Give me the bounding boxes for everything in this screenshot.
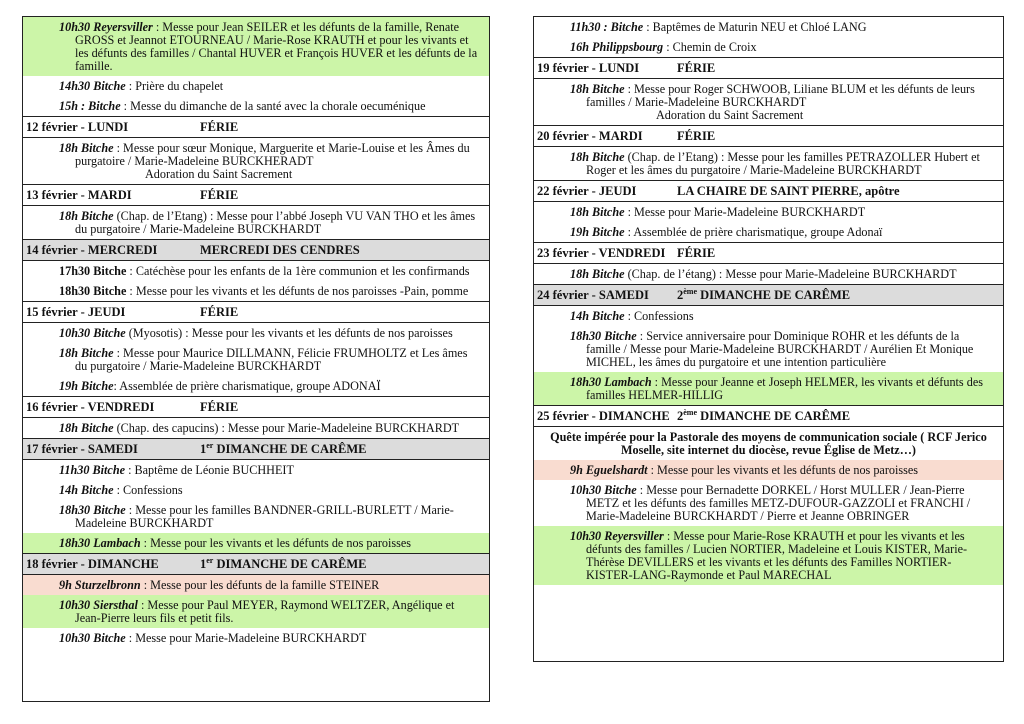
entry-time-place: 18h Bitche — [59, 209, 114, 223]
entry-time-place: 15h : Bitche — [59, 99, 121, 113]
entry-text: Messe pour Paul MEYER, Raymond WELTZER, Angélique et Jean-Pierre leurs fils et petit fils. — [75, 598, 455, 625]
entry-separator: (Myosotis) : — [125, 326, 192, 340]
schedule-entry — [534, 222, 1003, 242]
entry-separator: : — [663, 40, 673, 54]
day-header — [23, 301, 489, 323]
entry-text: Messe pour sœur Monique, Marguerite et Marie-Louise et les Âmes du purgatoire / Marie-Madeleine BURCKHERADT — [75, 141, 470, 168]
schedule-entry — [23, 281, 489, 301]
entry-time-place: 17h30 Bitche — [59, 264, 127, 278]
entry-separator: : — [624, 82, 634, 96]
schedule-entry — [534, 526, 1003, 585]
entry-extra: Adoration du Saint Sacrement — [656, 108, 804, 122]
entry-separator: : — [624, 205, 634, 219]
entry-text: Messe pour les vivants et les défunts de nos paroisses — [150, 536, 412, 550]
entry-separator: : — [647, 463, 658, 477]
schedule-entry — [23, 76, 489, 96]
entry-time-place: 10h30 Bitche — [59, 631, 126, 645]
entry-separator: (Chap. de l’Etang) : — [113, 209, 217, 223]
day-date: 25 février - DIMANCHE — [537, 409, 670, 423]
day-header — [23, 396, 489, 418]
entry-separator: : — [636, 483, 647, 497]
schedule-entry — [534, 306, 1003, 326]
entry-separator: (Chap. des capucins) : — [113, 421, 228, 435]
schedule-entry — [23, 96, 489, 116]
entry-text: Service anniversaire pour Dominique ROHR et les défunts de la famille / Messe pour Marie-Madeleine BURCKHARDT / Aurélien Et Monique MICHEL, les âmes du purgatoire et une intention particulière — [586, 329, 974, 369]
entry-time-place: 10h30 Reyersviller — [570, 529, 664, 543]
day-header — [23, 553, 489, 575]
day-date: 19 février - LUNDI — [537, 61, 640, 75]
schedule-entry — [534, 37, 1003, 57]
schedule-entry — [534, 147, 1003, 180]
schedule-entry — [23, 460, 489, 480]
entry-separator: (Chap. de l’étang) : — [624, 267, 726, 281]
entry-separator: : — [125, 503, 136, 517]
schedule-entry — [23, 261, 489, 281]
entry-time-place: 10h30 Bitche — [59, 326, 126, 340]
liturgical-label: 1er DIMANCHE DE CARÊME — [200, 555, 367, 571]
entry-text: Messe pour Bernadette DORKEL / Horst MULLER / Jean-Pierre METZ et les défunts des familles METZ-DUFOUR-GAZZOLI et FRANCHI / Marie-Madeleine BURCKHARDT / Pierre et Jeanne OBRINGER — [586, 483, 971, 523]
day-header — [534, 57, 1003, 79]
day-date: 14 février - MERCREDI — [26, 243, 158, 257]
entry-time-place: 18h Bitche — [570, 267, 625, 281]
entry-separator: : — [125, 79, 136, 93]
entry-extra: Adoration du Saint Sacrement — [145, 167, 293, 181]
entry-text: Confessions — [123, 483, 183, 497]
entry-separator: : — [113, 483, 123, 497]
liturgical-label: FÉRIE — [200, 120, 239, 134]
day-header — [23, 184, 489, 206]
schedule-entry — [534, 264, 1003, 284]
entry-time-place: 16h Philippsbourg — [570, 40, 664, 54]
liturgical-label: MERCREDI DES CENDRES — [200, 243, 360, 257]
day-date: 20 février - MARDI — [537, 129, 643, 143]
entry-time-place: 18h Bitche — [570, 150, 625, 164]
entry-time-place: 18h Bitche — [59, 346, 114, 360]
entry-text: Messe pour les vivants et les défunts de nos paroisses — [657, 463, 919, 477]
entry-time-place: 18h30 Bitche — [59, 503, 126, 517]
entry-text: Messe pour les vivants et les défunts de nos paroisses — [191, 326, 453, 340]
liturgical-label: FÉRIE — [200, 305, 239, 319]
schedule-entry — [23, 138, 489, 184]
entry-time-place: 18h30 Lambach — [570, 375, 652, 389]
schedule-entry — [23, 343, 489, 376]
day-date: 24 février - SAMEDI — [537, 288, 649, 302]
entry-separator: : — [140, 578, 151, 592]
schedule-entry — [23, 628, 489, 648]
day-date: 12 février - LUNDI — [26, 120, 129, 134]
entry-separator: : — [125, 631, 136, 645]
entry-time-place: 18h Bitche — [570, 205, 625, 219]
entry-separator: (Chap. de l’Etang) : — [624, 150, 728, 164]
entry-text: Baptêmes de Maturin NEU et Chloé LANG — [652, 20, 867, 34]
entry-text: Prière du chapelet — [135, 79, 224, 93]
schedule-entry — [534, 79, 1003, 125]
collection-notice: Quête impérée pour la Pastorale des moyens de communication sociale ( RCF Jerico Moselle, site internet du diocèse, revue Église de Metz…) — [550, 430, 987, 457]
entry-separator: : — [113, 141, 123, 155]
day-header — [534, 125, 1003, 147]
schedule-entry — [23, 17, 489, 76]
entry-separator: : — [152, 20, 163, 34]
entry-text: Messe pour l’abbé Joseph VU VAN THO et les âmes du purgatoire / Marie-Madeleine BURCKHARDT — [75, 209, 476, 236]
entry-text: Baptême de Léonie BUCHHEIT — [134, 463, 294, 477]
entry-text: Messe pour Marie-Madeleine BURCKHARDT — [135, 631, 367, 645]
entry-text: Messe pour Marie-Madeleine BURCKHARDT — [227, 421, 460, 435]
entry-separator: : — [624, 309, 634, 323]
entry-time-place: 19h Bitche — [59, 379, 114, 393]
day-date: 16 février - VENDREDI — [26, 400, 155, 414]
liturgical-label: FÉRIE — [677, 129, 716, 143]
day-header — [23, 438, 489, 460]
entry-time-place: 18h30 Lambach — [59, 536, 141, 550]
entry-text: Messe pour Jean SEILER et les défunts de la famille, Renate GROSS et Jeannot ETOURNEAU / Marie-Rose KRAUTH et pour les vivants et les défunts des familles / Chantal HUVER et François HUVER et les défunts de la famille. — [75, 20, 478, 73]
entry-time-place: 11h30 : Bitche — [570, 20, 644, 34]
entry-time-place: 9h Sturzelbronn — [59, 578, 141, 592]
schedule-entry — [23, 533, 489, 553]
entry-text: Messe pour les familles BANDNER-GRILL-BURLETT / Marie-Madeleine BURCKHARDT — [75, 503, 454, 530]
entry-separator: : — [663, 529, 674, 543]
day-date: 23 février - VENDREDI — [537, 246, 666, 260]
entry-time-place: 19h Bitche — [570, 225, 625, 239]
entry-time-place: 10h30 Siersthal — [59, 598, 138, 612]
entry-separator: : — [624, 225, 634, 239]
entry-time-place: 18h30 Bitche — [570, 329, 637, 343]
entry-text: Confessions — [634, 309, 694, 323]
liturgical-label: FÉRIE — [677, 61, 716, 75]
schedule-entry — [23, 206, 489, 239]
entry-time-place: 11h30 Bitche — [59, 463, 126, 477]
day-header — [534, 242, 1003, 264]
entry-text: Messe pour les familles PETRAZOLLER Hubert et Roger et les âmes du purgatoire / Marie-Madeleine BURCKHARDT — [586, 150, 980, 177]
schedule-entry — [23, 418, 489, 438]
schedule-entry — [534, 372, 1003, 405]
entry-time-place: 9h Eguelshardt — [570, 463, 648, 477]
schedule-entry — [534, 202, 1003, 222]
schedule-entry — [23, 500, 489, 533]
day-header — [534, 284, 1003, 306]
liturgical-label: FÉRIE — [200, 400, 239, 414]
day-date: 22 février - JEUDI — [537, 184, 637, 198]
entry-separator: : — [125, 463, 135, 477]
entry-separator: : — [643, 20, 653, 34]
entry-time-place: 18h Bitche — [59, 141, 114, 155]
entry-separator: : — [137, 598, 148, 612]
day-header — [23, 116, 489, 138]
day-header — [23, 239, 489, 261]
entry-time-place: 10h30 Bitche — [570, 483, 637, 497]
entry-text: Messe pour les défunts de la famille STEINER — [150, 578, 380, 592]
entry-time-place: 14h Bitche — [570, 309, 625, 323]
schedule-entry — [534, 326, 1003, 372]
day-date: 13 février - MARDI — [26, 188, 132, 202]
schedule-entry — [534, 17, 1003, 37]
entry-text: Messe pour Marie-Rose KRAUTH et pour les vivants et les défunts des familles / Lucien NORTIER, Madeleine et Louis KISTER, Marie-Thérèse DEVILLERS et les vivants et les défunts des Familles NORTIER-KISTER-LANG-Raymonde et Paul MARECHAL — [586, 529, 968, 582]
entry-time-place: 18h30 Bitche — [59, 284, 127, 298]
schedule-entry — [23, 595, 489, 628]
day-date: 18 février - DIMANCHE — [26, 557, 159, 571]
schedule-entry — [23, 323, 489, 343]
entry-separator: : — [113, 346, 123, 360]
entry-text: Chemin de Croix — [672, 40, 757, 54]
entry-separator: : — [113, 379, 120, 393]
schedule-entry — [534, 480, 1003, 526]
entry-time-place: 14h30 Bitche — [59, 79, 126, 93]
entry-separator: : — [126, 264, 136, 278]
entry-separator: : — [120, 99, 131, 113]
liturgical-label: FÉRIE — [677, 246, 716, 260]
entry-separator: : — [140, 536, 151, 550]
entry-text: Messe du dimanche de la santé avec la chorale oecuménique — [130, 99, 426, 113]
liturgical-label: 1er DIMANCHE DE CARÊME — [200, 440, 367, 456]
entry-text: Messe pour Marie-Madeleine BURCKHARDT — [725, 267, 957, 281]
day-header — [534, 405, 1003, 427]
liturgical-label: FÉRIE — [200, 188, 239, 202]
schedule-entry — [23, 376, 489, 396]
liturgical-label: 2ème DIMANCHE DE CARÊME — [677, 286, 851, 302]
entry-text: Messe pour les vivants et les défunts de nos paroisses -Pain, pomme — [135, 284, 469, 298]
entry-text: Messe pour Roger SCHWOOB, Liliane BLUM et les défunts de leurs familles / Marie-Madeleine BURCKHARDT — [586, 82, 975, 109]
schedule-column-left — [22, 16, 490, 702]
entry-text: Assemblée de prière charismatique, groupe Adonaï — [633, 225, 883, 239]
entry-text: Messe pour Marie-Madeleine BURCKHARDT — [634, 205, 866, 219]
entry-text: Assemblée de prière charismatique, groupe ADONAÏ — [119, 379, 381, 393]
entry-separator: : — [636, 329, 647, 343]
day-date: 15 février - JEUDI — [26, 305, 126, 319]
day-date: 17 février - SAMEDI — [26, 442, 138, 456]
entry-time-place: 10h30 Reyersviller — [59, 20, 153, 34]
liturgical-label: 2ème DIMANCHE DE CARÊME — [677, 407, 851, 423]
entry-text: Messe pour Maurice DILLMANN, Félicie FRUMHOLTZ et Les âmes du purgatoire / Marie-Madeleine BURCKHARDT — [75, 346, 468, 373]
entry-time-place: 18h Bitche — [59, 421, 114, 435]
liturgical-label: LA CHAIRE DE SAINT PIERRE, apôtre — [677, 184, 900, 198]
entry-time-place: 18h Bitche — [570, 82, 625, 96]
schedule-entry — [23, 575, 489, 595]
schedule-entry — [23, 480, 489, 500]
schedule-entry — [534, 460, 1003, 480]
entry-text: Messe pour Jeanne et Joseph HELMER, les vivants et défunts des familles HELMER-HILLIG — [586, 375, 983, 402]
entry-separator: : — [126, 284, 136, 298]
schedule-column-right — [533, 16, 1004, 662]
day-header — [534, 180, 1003, 202]
entry-time-place: 14h Bitche — [59, 483, 114, 497]
entry-text: Catéchèse pour les enfants de la 1ère communion et les confirmands — [135, 264, 470, 278]
entry-separator: : — [651, 375, 662, 389]
